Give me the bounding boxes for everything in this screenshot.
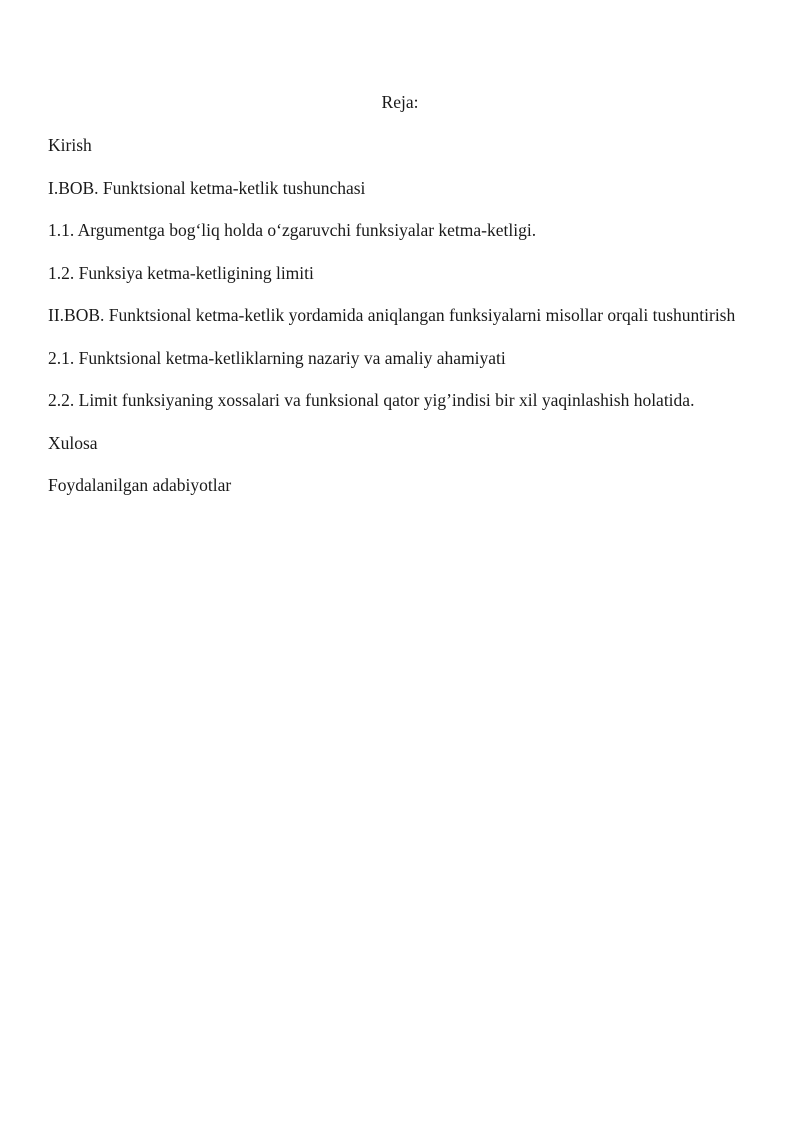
toc-entry-introduction: Kirish: [48, 135, 92, 155]
toc-entry-chapter-2: II.BOB. Funktsional ketma-ketlik yordamida aniqlangan funksiyalarni misollar orqali tushuntirish: [48, 305, 736, 325]
toc-entry-section-1-2: 1.2. Funksiya ketma-ketligining limiti: [48, 262, 314, 283]
toc-entry-section-2-2: 2.2. Limit funksiyaning xossalari va funksional qator yig’indisi bir xil yaqinlashish holatida.: [48, 390, 695, 410]
toc-entry-references: Foydalanilgan adabiyotlar: [48, 475, 232, 495]
toc-entry-chapter-1: I.BOB. Funktsional ketma-ketlik tushunchasi: [48, 177, 366, 198]
table-of-contents: [48, 131, 768, 499]
page-title: Reja:: [381, 92, 419, 112]
toc-entry-section-1-1: 1.1. Argumentga bog‘liq holda o‘zgaruvchi funksiyalar ketma-ketligi.: [48, 220, 537, 240]
toc-entry-conclusion: Xulosa: [48, 432, 98, 453]
toc-entry-section-2-1: 2.1. Funktsional ketma-ketliklarning nazariy va amaliy ahamiyati: [48, 347, 506, 368]
